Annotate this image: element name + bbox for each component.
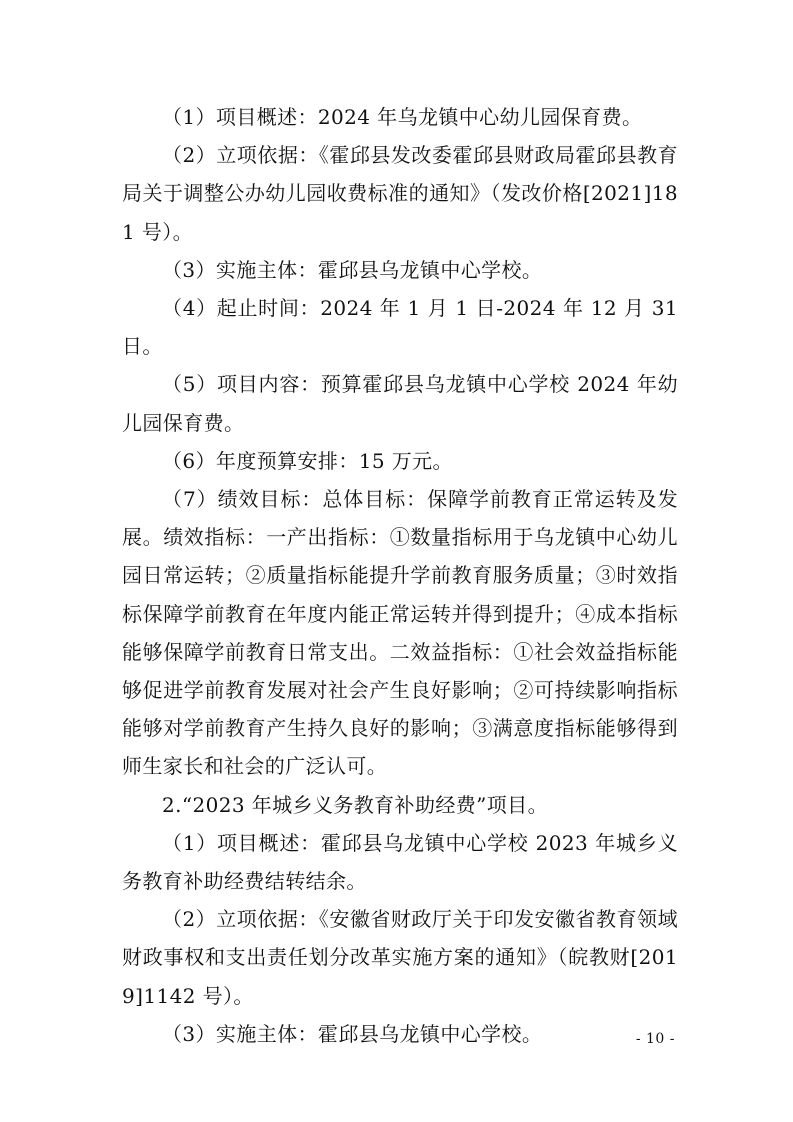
paragraph-implementing-body: （3）实施主体：霍邱县乌龙镇中心学校。	[162, 257, 543, 282]
paragraph-project-2-basis: （2）立项依据：《安徽省财政厅关于印发安徽省教育领域财政事权和支出责任划分改革实施方案的通知》（皖教财[2019]1142 号）。	[122, 907, 678, 1008]
paragraph-time-period: （4）起止时间：2024 年 1 月 1 日-2024 年 12 月 31 日。	[122, 296, 678, 359]
paragraph-project-2-implementing-body: （3）实施主体：霍邱县乌龙镇中心学校。	[162, 1021, 543, 1046]
paragraph-project-2-overview: （1）项目概述：霍邱县乌龙镇中心学校 2023 年城乡义务教育补助经费结转结余。	[122, 830, 678, 894]
paragraph-performance-goals: （7）绩效目标：总体目标：保障学前教育正常运转及发展。绩效指标：一产出指标：①数量指标用于乌龙镇中心幼儿园日常运转；②质量指标能提升学前教育服务质量；③时效指标保障学前教育在年度内能正常运转并得到提升；④成本指标能够保障学前教育日常支出。二效益指标：①社会效益指标能够促进学前教育发展对社会产生良好影响；②可持续影响指标能够对学前教育产生持久良好的影响；③满意度指标能够得到师生家长和社会的广泛认可。	[122, 487, 678, 779]
paragraph-project-basis: （2）立项依据：《霍邱县发改委霍邱县财政局霍邱县教育局关于调整公办幼儿园收费标准的通知》（发改价格[2021]181 号）。	[122, 143, 678, 244]
document-body	[122, 98, 678, 1053]
section-heading-project-2: 2.“2023 年城乡义务教育补助经费”项目。	[162, 792, 548, 817]
paragraph-annual-budget: （6）年度预算安排：15 万元。	[162, 448, 453, 473]
paragraph-project-overview: （1）项目概述：2024 年乌龙镇中心幼儿园保育费。	[162, 105, 643, 129]
page-number: - 10 -	[635, 1031, 675, 1047]
paragraph-project-content: （5）项目内容：预算霍邱县乌龙镇中心学校 2024 年幼儿园保育费。	[122, 372, 678, 435]
